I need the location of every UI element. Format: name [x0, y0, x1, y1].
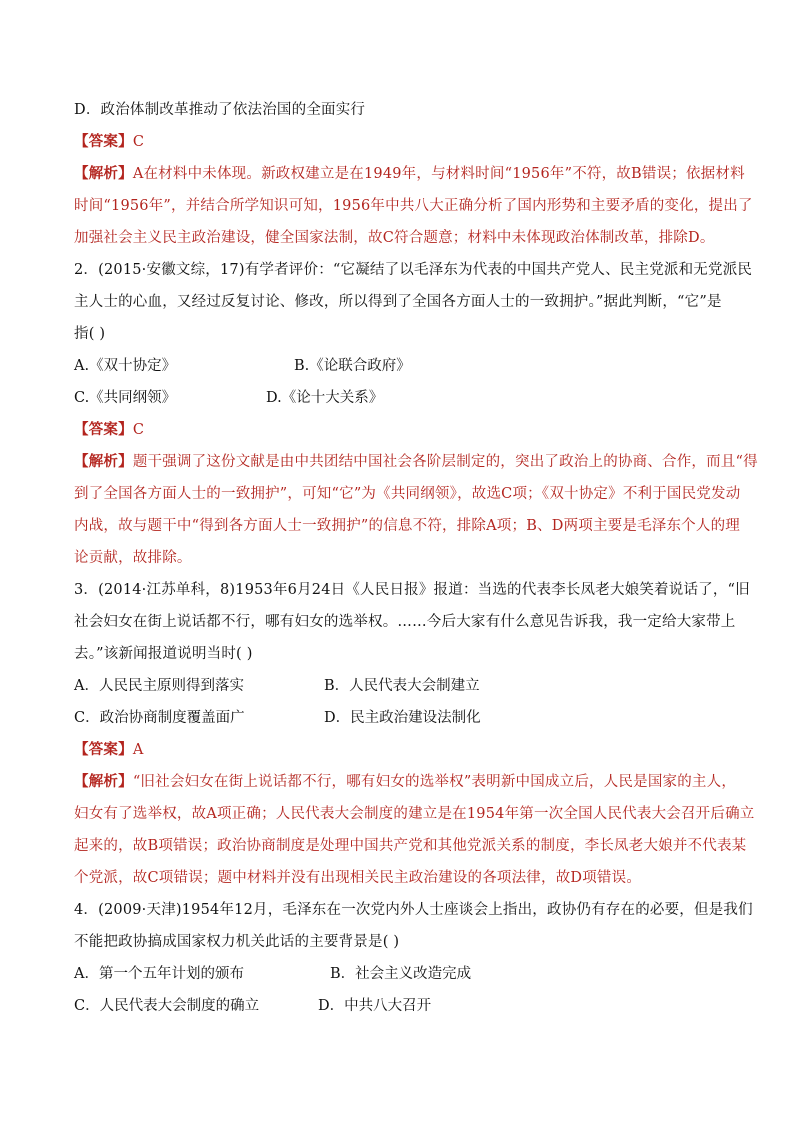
q1-answer: 【答案】C: [74, 133, 145, 150]
q1-analysis-line-1: 【解析】A在材料中未体现。新政权建立是在1949年，与材料时间“1956年”不符，故B错误；依据材料: [74, 165, 745, 182]
q4-option-c: C．人民代表大会制度的确立: [74, 998, 260, 1014]
q1-option-d: D．政治体制改革推动了依法治国的全面实行: [74, 102, 366, 118]
q1-analysis-line-2: 时间“1956年”，并结合所学知识可知，1956年中共八大正确分析了国内形势和主要矛盾的变化，提出了: [74, 198, 753, 214]
q2-answer: 【答案】C: [74, 421, 145, 438]
q2-stem-line-3: 指( ): [74, 326, 106, 342]
q4-option-a: A．第一个五年计划的颁布: [74, 966, 244, 982]
q4-stem-line-2: 不能把政协搞成国家权力机关此话的主要背景是( ): [74, 934, 400, 950]
q4-option-b: B．社会主义改造完成: [330, 966, 472, 982]
q3-option-d: D．民主政治建设法制化: [324, 710, 481, 726]
q3-answer: 【答案】A: [74, 741, 144, 758]
q2-option-a: A.《双十协定》: [74, 358, 177, 374]
q2-option-c: C.《共同纲领》: [74, 390, 177, 406]
q2-option-d: D.《论十大关系》: [266, 390, 384, 406]
q3-option-c: C．政治协商制度覆盖面广: [74, 710, 245, 726]
q2-option-b: B.《论联合政府》: [294, 358, 411, 374]
q3-analysis-line-1: 【解析】“旧社会妇女在街上说话都不行，哪有妇女的选举权”表明新中国成立后，人民是国家的主人，: [74, 773, 737, 790]
q3-stem-line-3: 去。”该新闻报道说明当时( ): [74, 646, 253, 662]
q2-stem-line-2: 主人士的心血，又经过反复讨论、修改，所以得到了全国各方面人士的一致拥护。”据此判断，“它”是: [74, 294, 722, 310]
q3-stem-line-2: 社会妇女在街上说话都不行，哪有妇女的选举权。……今后大家有什么意见告诉我，我一定给大家带上: [74, 614, 736, 630]
q2-analysis-line-4: 论贡献，故排除。: [74, 550, 192, 566]
q3-analysis-line-4: 个党派，故C项错误；题中材料并没有出现相关民主政治建设的各项法律，故D项错误。: [74, 870, 642, 886]
q2-analysis-line-3: 内战，故与题干中“得到各方面人士一致拥护”的信息不符，排除A项；B、D两项主要是毛泽东个人的理: [74, 518, 740, 534]
q2-analysis-line-2: 到了全国各方面人士的一致拥护”，可知“它”为《共同纲领》，故选C项；《双十协定》不利于国民党发动: [74, 486, 741, 502]
q4-stem-line-1: 4．(2009·天津)1954年12月，毛泽东在一次党内外人士座谈会上指出，政协仍有存在的必要，但是我们: [74, 902, 753, 918]
q1-analysis-line-3: 加强社会主义民主政治建设，健全国家法制，故C符合题意；材料中未体现政治体制改革，排除D。: [74, 230, 715, 246]
q3-analysis-line-2: 妇女有了选举权，故A项正确；人民代表大会制度的建立是在1954年第一次全国人民代表大会召开后确立: [74, 806, 755, 822]
q3-stem-line-1: 3．(2014·江苏单科，8)1953年6月24日《人民日报》报道：当选的代表李长凤老大娘笑着说话了，“旧: [74, 582, 750, 598]
q3-option-b: B．人民代表大会制建立: [324, 678, 480, 694]
q3-analysis-line-3: 起来的，故B项错误；政治协商制度是处理中国共产党和其他党派关系的制度，李长凤老大娘并不代表某: [74, 838, 747, 854]
q2-analysis-line-1: 【解析】题干强调了这份文献是由中共团结中国社会各阶层制定的，突出了政治上的协商、合作，而且“得: [74, 453, 758, 470]
q3-option-a: A．人民民主原则得到落实: [74, 678, 244, 694]
q2-stem-line-1: 2．(2015·安徽文综，17)有学者评价：“它凝结了以毛泽东为代表的中国共产党人、民主党派和无党派民: [74, 262, 753, 278]
q4-option-d: D．中共八大召开: [318, 998, 432, 1014]
